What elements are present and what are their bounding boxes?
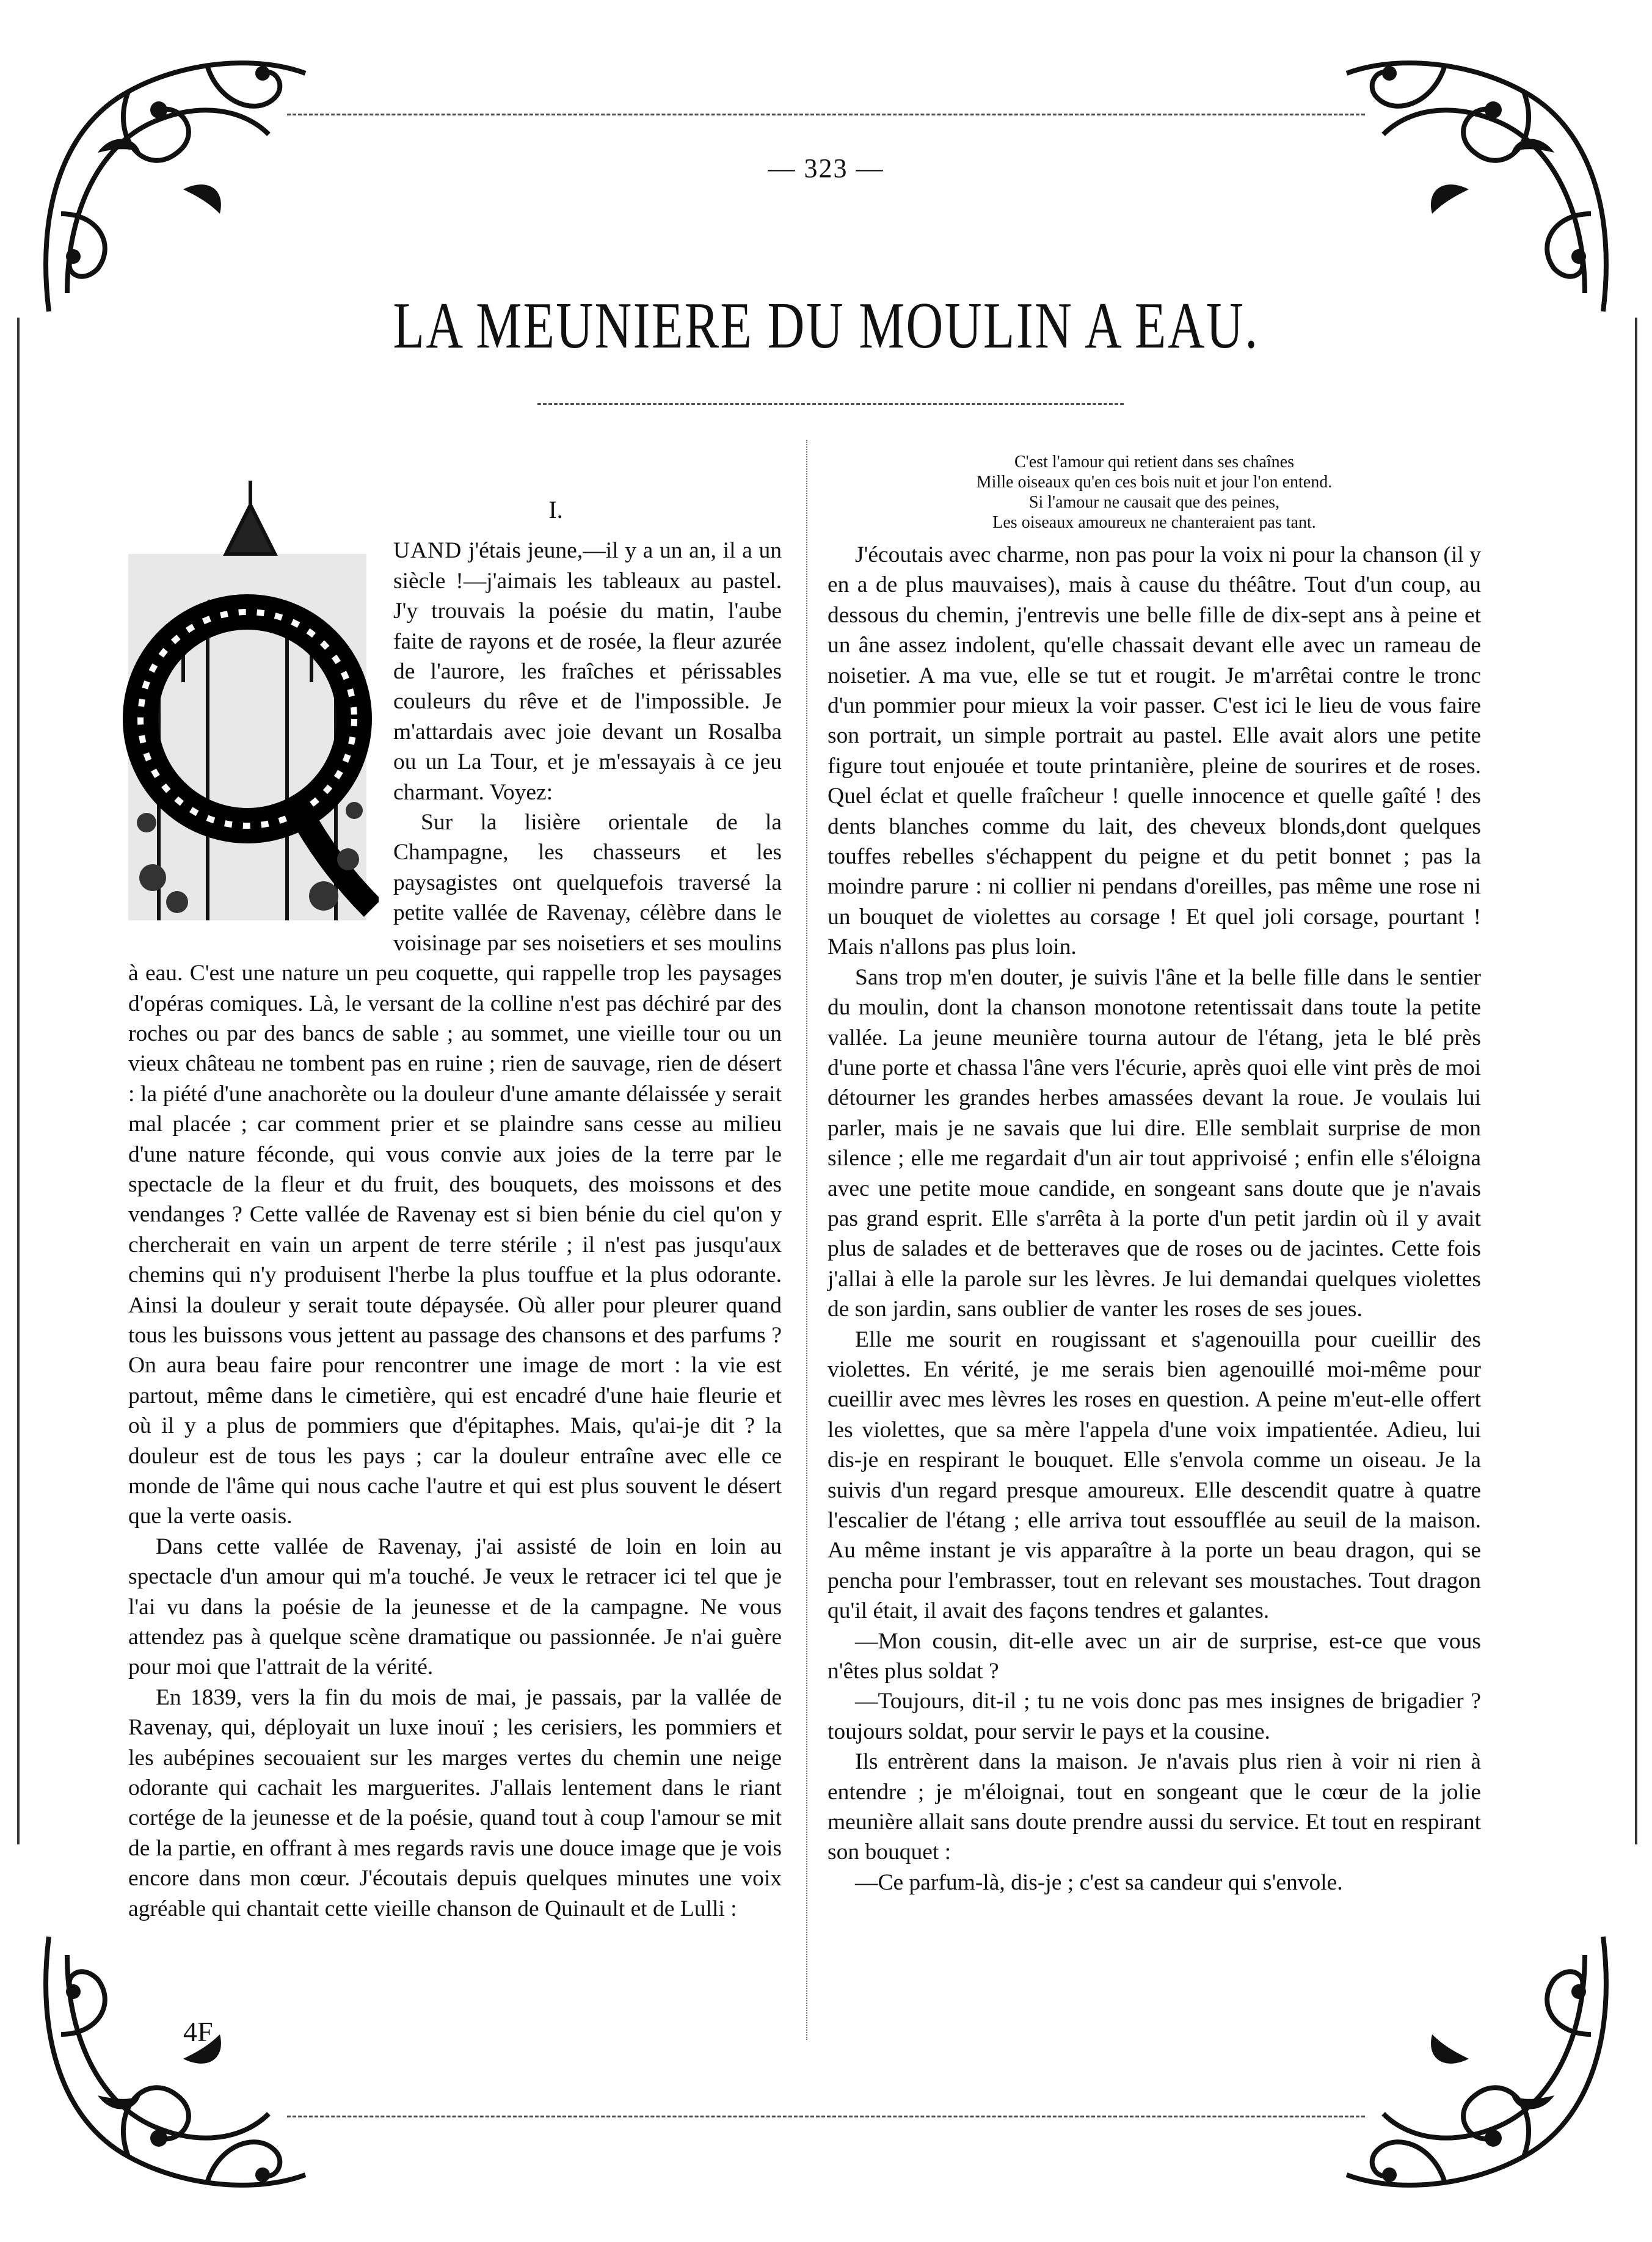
signature-mark: 4F [183, 2016, 213, 2047]
column-divider [806, 440, 807, 2040]
paragraph: En 1839, vers la fin du mois de mai, je passais, par la vallée de Ravenay, qui, déployait un luxe inouï ; les cerisiers, les pommiers et les aubépines secouaient sur les marges vertes du chemin une neige odorante qui cachait les marguerites. J'allais lentement dans le riant cortége de la jeunesse et de la poésie, quand tout à coup l'amour se mit de la partie, en offrant à mes regards ravis une douce image que je vois encore dans mon cœur. J'écoutais depuis quelques minutes une voix agréable qui chantait cette vieille chanson de Quinault et de Lulli : [128, 1684, 782, 1921]
paragraph: Elle me sourit en rougissant et s'agenouilla pour cueillir des violettes. En vérité, je me serais bien agenouillé moi-même pour cueillir avec mes lèvres les roses en question. A peine m'eut-elle offert les violettes, que sa mère l'appela d'une voix impatientée. Adieu, lui dis-je en respirant le bouquet. Elle s'envola comme un oiseau. Je la suivis d'un regard presque amoureux. Elle descendit quatre à quatre l'escalier de l'étang ; elle arriva tout essoufflée au seuil de la maison. Au même instant je vis apparaître à la porte un beau dragon, qui se pencha pour l'embrasser, tout en relevant ses moustaches. Tout dragon qu'il était, il avait des façons tendres et galantes. [828, 1327, 1481, 1624]
verse-line: Si l'amour ne causait que des peines, [1028, 493, 1280, 512]
verse-quotation [828, 452, 1481, 533]
paragraph: Dans cette vallée de Ravenay, j'ai assisté de loin en loin au spectacle d'un amour qui m'a touché. Je veux le retracer ici tel que je l'ai vu dans la poésie de la jeunesse et de la campagne. Ne vous attendez pas à quelque scène dramatique ou passionnée. Je n'ai guère pour moi que l'attrait de la vérité. [128, 1534, 782, 1680]
section-number: I. [548, 496, 563, 523]
bottom-border-rule [287, 2116, 1365, 2117]
illuminated-dropcap [116, 481, 379, 945]
title-divider [537, 403, 1124, 405]
paragraph: Sans trop m'en douter, je suivis l'âne et la belle fille dans le sentier du moulin, dont la chanson monotone retentissait dans toute la petite vallée. La jeune meunière tourna autour de l'étang, jeta le blé près d'une porte et chassa l'âne vers l'écurie, après quoi elle vint près de moi détourner les grandes herbes amassées devant la roue. Je voulais lui parler, mais je ne savais que lui dire. Elle semblait surprise de mon silence ; elle me regardait d'un air tout apprivoisé ; enfin elle s'éloigna avec une petite moue candide, en songeant sans doute que je n'avais pas grand esprit. Elle s'arrêta à la porte d'un petit jardin où il y avait plus de salades et de betteraves que de roses ou de jacintes. Cette fois j'allai à elle la parole sur les lèvres. Je lui demandai quelques violettes de son jardin, sans oublier de vanter les roses de ses joues. [828, 964, 1481, 1322]
article-title: LA MEUNIERE DU MOULIN A EAU. [393, 289, 1259, 363]
dropcap-rest: UAND [393, 538, 462, 564]
paragraph: J'écoutais avec charme, non pas pour la voix ni pour la chanson (il y en a de plus mauvaises), mais à cause du théâtre. Tout d'un coup, au dessous du chemin, j'entrevis une belle fille de dix-sept ans à peine et un âne assez indolent, qu'elle chassait devant elle avec un rameau de noisetier. A ma vue, elle se tut et rougit. Je m'arrêtai contre le tronc d'un pommier pour mieux la voir passer. C'est ici le lieu de vous faire son portrait, un simple portrait au pastel. Elle avait alors une petite figure tout enjouée et toute printanière, pleine de sourires et de roses. Quel éclat et quelle fraîcheur ! quelle innocence et quelle gaîté ! des dents blanches comme du lait, des cheveux blonds,dont quelques touffes rebelles s'échappent du peigne et du petit bonnet ; pas la moindre parure : ni collier ni pendans d'oreilles, pas même une rose ni un bouquet de violettes au corsage ! Et quel joli corsage, pourtant ! Mais n'allons pas plus loin. [828, 542, 1481, 960]
verse-line: Les oiseaux amoureux ne chanteraient pas tant. [992, 513, 1316, 532]
ornament-scroll-icon [24, 1924, 318, 2218]
left-column [128, 452, 782, 1924]
verse-line: Mille oiseaux qu'en ces bois nuit et jour l'on entend. [976, 473, 1333, 492]
right-border-rule [1635, 318, 1637, 1844]
ornament-scroll-icon [1334, 1924, 1628, 2218]
right-column [828, 452, 1481, 1898]
corner-ornament-bottom-left [24, 1924, 318, 2218]
verse-line: C'est l'amour qui retient dans ses chaînes [1014, 453, 1294, 471]
gothic-church-initial-icon [116, 481, 379, 945]
corner-ornament-bottom-right [1334, 1924, 1628, 2218]
top-border-rule [287, 114, 1365, 115]
left-border-rule [17, 318, 20, 1844]
paragraph-text: j'étais jeune,—il y a un an, il a un siècle !—j'aimais les tableaux au pastel. J'y trouvais la poésie du matin, l'aube faite de rayons et de rosée, la fleur azurée de l'aurore, les fraîches et périssables couleurs du rêve et de l'impossible. Je m'attardais avec joie devant un Rosalba ou un La Tour, et je m'essayais à ce jeu charmant. Voyez: [393, 538, 782, 805]
paragraph: Sur la lisière orientale de la Champagne, les chasseurs et les paysagistes ont quelquefois traversé la petite vallée de Ravenay, célèbre dans le voisinage par ses noisetiers et ses moulins à eau. C'est une nature un peu coquette, qui rappelle trop les paysages d'opéras comiques. Là, le versant de la colline n'est pas déchiré par des roches ou par des bancs de sable ; au sommet, une vieille tour ou un vieux château ne tombent pas en ruine ; rien de sauvage, rien de désert : la piété d'une anachorète ou la douleur d'une amante délaissée y serait mal placée ; car comment prier et se plaindre sans cesse au milieu d'une nature féconde, qui vous convie aux joies de la terre par le spectacle de la fleur et du fruit, des bouquets, des moissons et des vendanges ? Cette vallée de Ravenay est si bien bénie du ciel qu'on y chercherait en vain un arpent de terre stérile ; il n'est pas jusqu'aux chemins qui n'y produisent l'herbe la plus touffue et la plus odorante. Ainsi la douleur y serait toute dépaysée. Où aller pour pleurer quand tous les buissons vous jettent au passage des chansons et des parfums ? On aura beau faire pour rencontrer une image de mort : la vie est partout, même dans le cimetière, qui est encadré d'une haie fleurie et où il y a plus de pommiers que d'épitaphes. Mais, qu'ai-je dit ? la douleur est de tous les pays ; car la douleur entraîne avec elle ce monde de l'âme qui nous cache l'autre et qui est plus souvent le désert que la verte oasis. [128, 810, 782, 1529]
paragraph: Ils entrèrent dans la maison. Je n'avais plus rien à voir ni rien à entendre ; je m'éloignai, tout en songeant que le cœur de la jolie meunière allait sans doute prendre aussi du service. Et tout en respirant son bouquet : [828, 1749, 1481, 1865]
page-number: — 323 — [768, 153, 884, 183]
paragraph: —Mon cousin, dit-elle avec un air de surprise, est-ce que vous n'êtes plus soldat ? [828, 1628, 1481, 1684]
paragraph: —Ce parfum-là, dis-je ; c'est sa candeur qui s'envole. [855, 1869, 1343, 1895]
paragraph: —Toujours, dit-il ; tu ne vois donc pas mes insignes de brigadier ? toujours soldat, pour servir le pays et la cousine. [828, 1689, 1481, 1744]
